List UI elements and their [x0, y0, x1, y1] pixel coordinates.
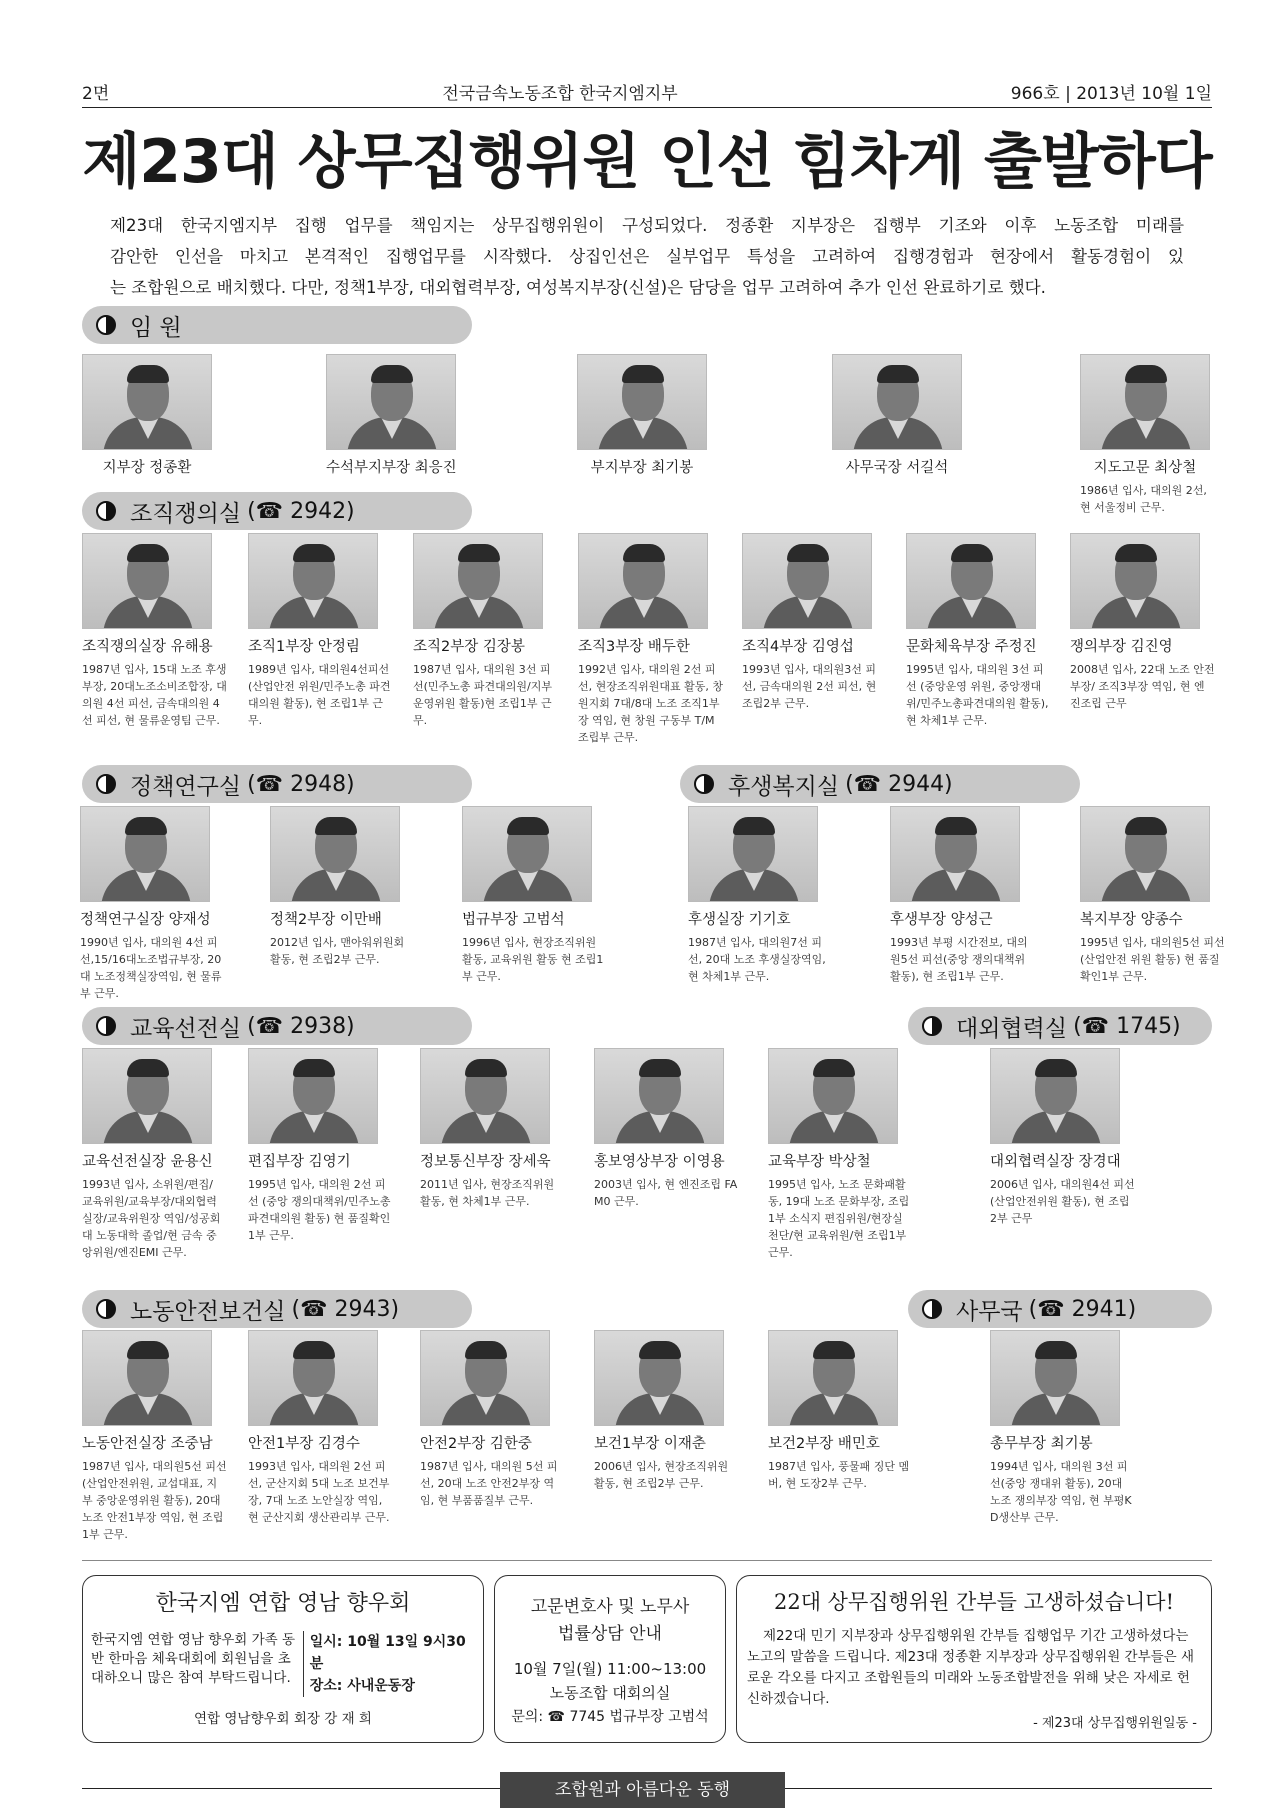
staff-name: 법규부장 고범석: [462, 912, 565, 928]
staff-name: 부지부장 최기봉: [590, 460, 694, 476]
portrait-photo: [80, 806, 210, 902]
thanks-body: 제22대 민기 지부장과 상무집행위원 간부들 집행업무 기간 고생하셨다는 노고의 말씀을 드립니다. 제23대 정종환 지부장과 상무집행위원 간부들은 새로운 각오를 다지고 조합원들의 미래와 노동조합발전을 위해 낮은 자세로 헌신하겠습니다.: [747, 1628, 1195, 1707]
staff-bio: 1995년 입사, 대의원 2선 피선 (중앙 쟁의대책위/민주노총파견대의원 활동) 현 품질확인1부 근무.: [248, 1178, 391, 1242]
alumni-sign: 연합 영남향우회 회장 강 재 희: [194, 1711, 372, 1727]
lede-paragraph: [110, 210, 1184, 303]
alumni-body: 한국지엠 연합 영남 향우회 가족 동반 한마음 체육대회에 회원님을 초대하오니 많은 참여 부탁드립니다.: [91, 1631, 304, 1697]
staff-card: [248, 1330, 393, 1526]
staff-card: [1070, 533, 1215, 712]
section-bar-welfare: [680, 765, 1080, 803]
section-bar-office: [908, 1290, 1212, 1328]
portrait-photo: [768, 1048, 898, 1144]
legal-contact: 문의: ☎ 7745 법규부장 고범석: [511, 1709, 709, 1725]
staff-bio: 1987년 입사, 15대 노조 후생부장, 20대노조소비조합장, 대의원 4선 피선, 금속대의원 4선 피선, 현 물류운영팀 근무.: [82, 663, 227, 727]
staff-card: [1080, 806, 1225, 985]
staff-bio: 1990년 입사, 대의원 4선 피선,15/16대노조법규부장, 20대 노조정책실장역임, 현 물류부 근무.: [80, 936, 222, 1000]
portrait-photo: [248, 1048, 378, 1144]
staff-card: [413, 533, 558, 729]
staff-name: 편집부장 김영기: [248, 1154, 351, 1170]
staff-card: [688, 806, 833, 985]
staff-bio: 1996년 입사, 현장조직위원 활동, 교육위원 활동 현 조립1부 근무.: [462, 936, 604, 983]
staff-name: 복지부장 양종수: [1080, 912, 1183, 928]
staff-card: [82, 533, 227, 729]
staff-name: 교육부장 박상철: [768, 1154, 871, 1170]
staff-card: [990, 1330, 1135, 1526]
portrait-photo: [890, 806, 1020, 902]
staff-card: [82, 1048, 227, 1261]
portrait-photo: [1080, 806, 1210, 902]
section-phone: (☎ 2941): [1028, 1296, 1137, 1322]
staff-bio: 1987년 입사, 대의원 5선 피선, 20대 노조 안전2부장 역임, 현 부품품질부 근무.: [420, 1460, 558, 1507]
staff-name: 안전1부장 김경수: [248, 1436, 360, 1452]
thanks-notice-box: [736, 1575, 1212, 1743]
newspaper-page: [82, 78, 1212, 303]
portrait-photo: [688, 806, 818, 902]
staff-card: [594, 1330, 739, 1492]
legal-date: 10월 7일(월) 11:00~13:00: [513, 1660, 707, 1678]
section-label: 대외협력실: [956, 1015, 1068, 1042]
staff-card: [462, 806, 607, 985]
half-circle-icon: [96, 774, 116, 794]
portrait-photo: [413, 533, 543, 629]
staff-name: 문화체육부장 주정진: [906, 639, 1037, 655]
staff-card: [832, 354, 977, 482]
portrait-photo: [462, 806, 592, 902]
half-circle-icon: [694, 774, 714, 794]
staff-bio: 2006년 입사, 현장조직위원 활동, 현 조립2부 근무.: [594, 1460, 729, 1490]
staff-bio: 2008년 입사, 22대 노조 안전부장/ 조직3부장 역임, 현 엔진조립 근무: [1070, 663, 1215, 710]
alumni-title: 한국지엠 연합 영남 향우회: [155, 1591, 411, 1616]
staff-card: [742, 533, 887, 712]
portrait-photo: [990, 1048, 1120, 1144]
portrait-photo: [742, 533, 872, 629]
portrait-photo: [82, 1048, 212, 1144]
staff-bio: 2006년 입사, 대의원4선 피선 (산업안전위원 활동), 현 조립2부 근무: [990, 1178, 1135, 1225]
section-label: 사무국: [956, 1298, 1023, 1325]
section-label: 노동안전보건실: [130, 1298, 286, 1325]
section-phone: (☎ 2943): [291, 1296, 400, 1322]
staff-name: 수석부지부장 최응진: [326, 460, 457, 476]
section-label: 임 원: [130, 314, 182, 341]
portrait-photo: [248, 533, 378, 629]
lede-line: 감안한 인선을 마치고 본격적인 집행업무를 시작했다. 상집인선은 실부업무 특성을 고려하여 집행경험과 현장에서 활동경험이 있: [110, 247, 1184, 266]
portrait-photo: [82, 354, 212, 450]
portrait-photo: [990, 1330, 1120, 1426]
staff-bio: 1993년 입사, 소위원/편집/ 교육위원/교육부장/대외협력 실장/교육위원장 역임/성공회대 노동대학 졸업/현 금속 중앙위원/엔진EMI 근무.: [82, 1178, 221, 1259]
staff-bio: 1995년 입사, 노조 문화패활동, 19대 노조 문화부장, 조립1부 소식지 편집위원/현장실천단/현 교육위원/현 조립1부 근무.: [768, 1178, 910, 1259]
section-bar-executive: [82, 306, 472, 344]
staff-name: 보건2부장 배민호: [768, 1436, 880, 1452]
staff-name: 정책연구실장 양재성: [80, 912, 211, 928]
portrait-photo: [82, 1330, 212, 1426]
portrait-photo: [594, 1330, 724, 1426]
staff-name: 총무부장 최기봉: [990, 1436, 1093, 1452]
section-label: 후생복지실: [728, 773, 840, 800]
section-phone: (☎ 2942): [247, 498, 355, 524]
staff-card: [248, 533, 393, 729]
portrait-photo: [326, 354, 456, 450]
page-header: [82, 78, 1212, 108]
legal-place: 노동조합 대회의실: [549, 1684, 671, 1702]
staff-bio: 1995년 입사, 대의원 3선 피선 (중앙운영 위원, 중앙쟁대위/민주노총파견대의원 활동), 현 차체1부 근무.: [906, 663, 1049, 727]
staff-name: 정책2부장 이만배: [270, 912, 382, 928]
staff-bio: 1993년 입사, 대의원 2선 피선, 군산지회 5대 노조 보건부장, 7대 노조 노안실장 역임, 현 군산지회 생산관리부 근무.: [248, 1460, 390, 1524]
staff-card: [890, 806, 1035, 985]
alumni-place: 장소: 사내운동장: [309, 1678, 415, 1694]
staff-card: [420, 1330, 565, 1509]
staff-card: [768, 1048, 913, 1261]
staff-name: 교육선전실장 윤용신: [82, 1154, 213, 1170]
staff-name: 후생부장 양성근: [890, 912, 993, 928]
staff-bio: 2003년 입사, 현 엔진조립 FAM0 근무.: [594, 1178, 738, 1208]
staff-bio: 1987년 입사, 대의원 3선 피선(민주노총 파견대의원/지부 운영위원 활동)현 조립1부 근무.: [413, 663, 553, 727]
portrait-photo: [578, 533, 708, 629]
staff-name: 쟁의부장 김진영: [1070, 639, 1173, 655]
staff-name: 노동안전실장 조중남: [82, 1436, 213, 1452]
staff-bio: 1995년 입사, 대의원5선 피선 (산업안전 위원 활동) 현 품질확인1부 근무.: [1080, 936, 1225, 983]
section-phone: (☎ 2938): [247, 1013, 355, 1039]
staff-name: 조직1부장 안정림: [248, 639, 360, 655]
staff-card: [594, 1048, 739, 1210]
staff-name: 보건1부장 이재춘: [594, 1436, 706, 1452]
half-circle-icon: [96, 501, 116, 521]
legal-notice-box: [494, 1575, 726, 1743]
portrait-photo: [768, 1330, 898, 1426]
staff-name: 사무국장 서길석: [845, 460, 949, 476]
staff-bio: 1994년 입사, 대의원 3선 피선(중앙 쟁대위 활동), 20대 노조 쟁의부장 역임, 현 부평KD생산부 근무.: [990, 1460, 1132, 1524]
staff-name: 조직3부장 배두한: [578, 639, 690, 655]
half-circle-icon: [96, 1299, 116, 1319]
section-phone: (☎ 2948): [247, 771, 355, 797]
staff-bio: 1993년 부평 시간전보, 대의원5선 피선(중앙 쟁의대책위 활동), 현 조립1부 근무.: [890, 936, 1028, 983]
portrait-photo: [832, 354, 962, 450]
staff-card: [990, 1048, 1135, 1227]
thanks-sign: - 제23대 상무집행위원일동 -: [1033, 1716, 1197, 1731]
staff-card: [768, 1330, 913, 1492]
portrait-photo: [270, 806, 400, 902]
staff-bio: 1993년 입사, 대의원3선 피선, 금속대의원 2선 피선, 현 조립2부 근무.: [742, 663, 877, 710]
staff-bio: 1986년 입사, 대의원 2선, 현 서울정비 근무.: [1080, 484, 1207, 514]
staff-card: [270, 806, 415, 968]
staff-card: [1080, 354, 1210, 516]
staff-card: [80, 806, 225, 1002]
staff-card: [326, 354, 471, 482]
thanks-title: 22대 상무집행위원 간부들 고생하셨습니다!: [773, 1590, 1175, 1614]
lede-line: 제23대 한국지엠지부 집행 업무를 책임지는 상무집행위원이 구성되었다. 정종환 지부장은 집행부 기조와 이후 노동조합 미래를: [110, 216, 1184, 235]
alumni-date: 일시: 10월 13일 9시30분: [309, 1634, 466, 1672]
half-circle-icon: [96, 1016, 116, 1036]
section-bar-organization: [82, 492, 472, 530]
staff-card: [82, 1330, 227, 1543]
section-phone: (☎ 2944): [845, 771, 953, 797]
page-number: 2면: [82, 84, 110, 104]
divider: [82, 1560, 1212, 1561]
headline: 제23대 상무집행위원 인선 힘차게 출발하다: [82, 127, 1212, 197]
portrait-photo: [906, 533, 1036, 629]
staff-bio: 1992년 입사, 대의원 2선 피선, 현장조직위원대표 활동, 창원지회 7대/8대 노조 조직1부장 역임, 현 창원 구동부 T/M 조립부 근무.: [578, 663, 723, 744]
section-bar-safety: [82, 1290, 472, 1328]
staff-card: [578, 533, 723, 746]
staff-bio: 1987년 입사, 풍물패 징단 멤버, 현 도장2부 근무.: [768, 1460, 910, 1490]
legal-title-2: 법률상담 안내: [558, 1624, 662, 1644]
staff-name: 조직4부장 김영섭: [742, 639, 854, 655]
portrait-photo: [1070, 533, 1200, 629]
staff-name: 대외협력실장 장경대: [990, 1154, 1121, 1170]
section-bar-education: [82, 1007, 472, 1045]
staff-name: 지도고문 최상철: [1093, 460, 1197, 476]
staff-name: 정보통신부장 장세욱: [420, 1154, 551, 1170]
footer-slogan: 조합원과 아름다운 동행: [500, 1772, 785, 1808]
staff-name: 지부장 정종환: [102, 460, 192, 476]
issue-info: 966호 | 2013년 10월 1일: [1010, 84, 1212, 104]
staff-card: [82, 354, 227, 482]
section-phone: (☎ 1745): [1073, 1013, 1181, 1039]
staff-bio: 2012년 입사, 맨아워위원회 활동, 현 조립2부 근무.: [270, 936, 405, 966]
half-circle-icon: [922, 1016, 942, 1036]
alumni-notice-box: [82, 1575, 484, 1743]
staff-name: 조직2부장 김장봉: [413, 639, 525, 655]
staff-bio: 1987년 입사, 대의원7선 피선, 20대 노조 후생실장역임, 현 차체1부 근무.: [688, 936, 826, 983]
portrait-photo: [1080, 354, 1210, 450]
staff-name: 홍보영상부장 이영용: [594, 1154, 725, 1170]
staff-card: [420, 1048, 565, 1210]
section-label: 교육선전실: [130, 1015, 242, 1042]
portrait-photo: [420, 1330, 550, 1426]
portrait-photo: [577, 354, 707, 450]
lede-line: 는 조합원으로 배치했다. 다만, 정책1부장, 대외협력부장, 여성복지부장(신설)은 담당을 업무 고려하여 추가 인선 완료하기로 했다.: [110, 278, 1046, 297]
portrait-photo: [248, 1330, 378, 1426]
staff-card: [906, 533, 1051, 729]
half-circle-icon: [96, 315, 116, 335]
section-label: 정책연구실: [130, 773, 242, 800]
staff-bio: 2011년 입사, 현장조직위원 활동, 현 차체1부 근무.: [420, 1178, 555, 1208]
legal-title-1: 고문변호사 및 노무사: [530, 1597, 690, 1617]
staff-bio: 1987년 입사, 대의원5선 피선 (산업안전위원, 교섭대표, 지부 중앙운영위원 활동), 20대 노조 안전1부장 역임, 현 조립1부 근무.: [82, 1460, 227, 1541]
publisher-name: 전국금속노동조합 한국지엠지부: [442, 84, 678, 104]
portrait-photo: [594, 1048, 724, 1144]
portrait-photo: [420, 1048, 550, 1144]
staff-name: 안전2부장 김한중: [420, 1436, 532, 1452]
portrait-photo: [82, 533, 212, 629]
staff-card: [248, 1048, 393, 1244]
staff-card: [577, 354, 722, 482]
staff-bio: 1989년 입사, 대의원4선피선 (산업안전 위원/민주노총 파견대의원 활동), 현 조립1부 근무.: [248, 663, 391, 727]
section-bar-policy: [82, 765, 472, 803]
staff-name: 후생실장 기기호: [688, 912, 791, 928]
half-circle-icon: [922, 1299, 942, 1319]
section-label: 조직쟁의실: [130, 500, 242, 527]
staff-name: 조직쟁의실장 유해용: [82, 639, 213, 655]
section-bar-external: [908, 1007, 1212, 1045]
